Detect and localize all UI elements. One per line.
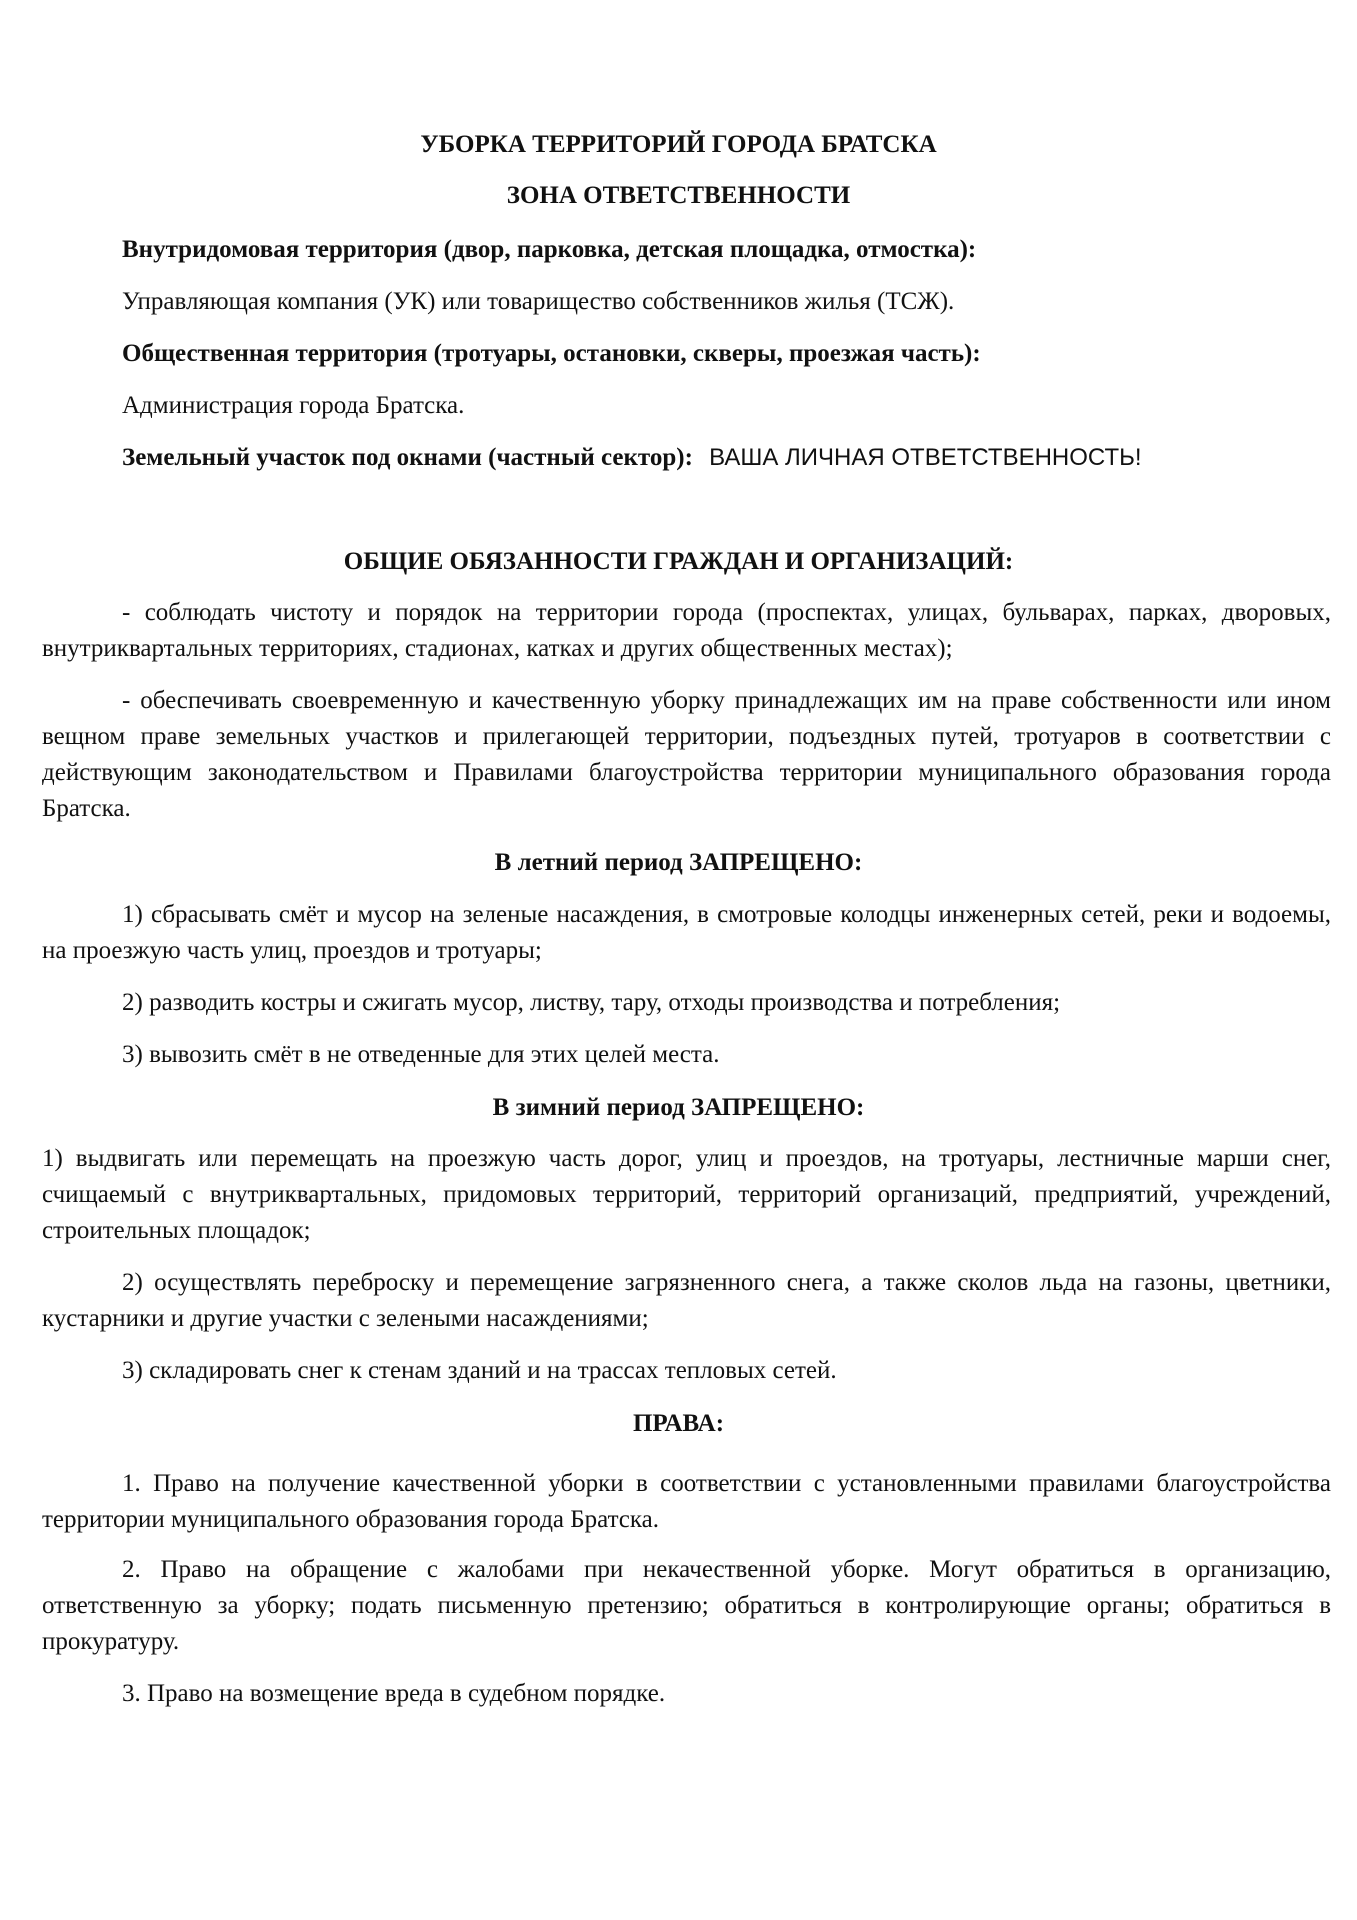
zone-label-public: Общественная территория (тротуары, остановки, скверы, проезжая часть): <box>122 340 981 367</box>
zone-label-private: Земельный участок под окнами (частный сектор): <box>122 444 693 471</box>
rights-item-1: 1. Право на получение качественной уборки в соответствии с установленными правилами благоустройства территории муниципального образования города Братска. <box>42 1470 1331 1533</box>
winter-item-2: 2) осуществлять переброску и перемещение загрязненного снега, а также сколов льда на газоны, цветники, кустарники и другие участки с зелеными насаждениями; <box>42 1269 1331 1332</box>
summer-item-3: 3) вывозить смёт в не отведенные для этих целей места. <box>122 1041 720 1068</box>
document-title: УБОРКА ТЕРРИТОРИЙ ГОРОДА БРАТСКА <box>420 131 937 158</box>
winter-heading: В зимний период ЗАПРЕЩЕНО: <box>492 1094 865 1121</box>
winter-item-1: 1) выдвигать или перемещать на проезжую часть дорог, улиц и проездов, на тротуары, лестничные марши снег, счищаемый с внутриквартальных, придомовых территорий, территорий организаций, предприятий, учреждений, строительных площадок; <box>42 1145 1331 1244</box>
zone-value-public: Администрация города Братска. <box>122 392 465 419</box>
zone-value-yard: Управляющая компания (УК) или товарищество собственников жилья (ТСЖ). <box>122 288 955 315</box>
responsibility-heading: ЗОНА ОТВЕТСТВЕННОСТИ <box>506 182 851 209</box>
zone-value-private: ВАША ЛИЧНАЯ ОТВЕТСТВЕННОСТЬ! <box>709 444 1142 471</box>
rights-item-3: 3. Право на возмещение вреда в судебном порядке. <box>122 1680 666 1707</box>
duty-item-2: - обеспечивать своевременную и качественную уборку принадлежащих им на праве собственности или ином вещном праве земельных участков и прилегающей территории, подъездных путей, тротуаров в соответствии с действующим законодательством и Правилами благоустройства территории муниципального образования города Братска. <box>42 687 1331 822</box>
duty-item-1: - соблюдать чистоту и порядок на территории города (проспектах, улицах, бульварах, парках, дворовых, внутриквартальных территориях, стадионах, катках и других общественных местах); <box>42 599 1331 662</box>
winter-item-3: 3) складировать снег к стенам зданий и на трассах тепловых сетей. <box>122 1357 837 1384</box>
zone-label-yard: Внутридомовая территория (двор, парковка, детская площадка, отмостка): <box>122 236 977 263</box>
rights-item-2: 2. Право на обращение с жалобами при некачественной уборке. Могут обратиться в организацию, ответственную за уборку; подать письменную претензию; обратиться в контролирующие органы; обратиться в прокуратуру. <box>42 1556 1331 1655</box>
zone-row-private <box>122 440 1142 476</box>
summer-heading: В летний период ЗАПРЕЩЕНО: <box>494 849 863 876</box>
rights-heading: ПРАВА: <box>632 1410 725 1437</box>
summer-item-2: 2) разводить костры и сжигать мусор, листву, тару, отходы производства и потребления; <box>122 989 1061 1016</box>
duties-heading: ОБЩИЕ ОБЯЗАННОСТИ ГРАЖДАН И ОРГАНИЗАЦИЙ: <box>343 548 1014 575</box>
summer-item-1: 1) сбрасывать смёт и мусор на зеленые насаждения, в смотровые колодцы инженерных сетей, реки и водоемы, на проезжую часть улиц, проездов и тротуары; <box>42 901 1331 964</box>
